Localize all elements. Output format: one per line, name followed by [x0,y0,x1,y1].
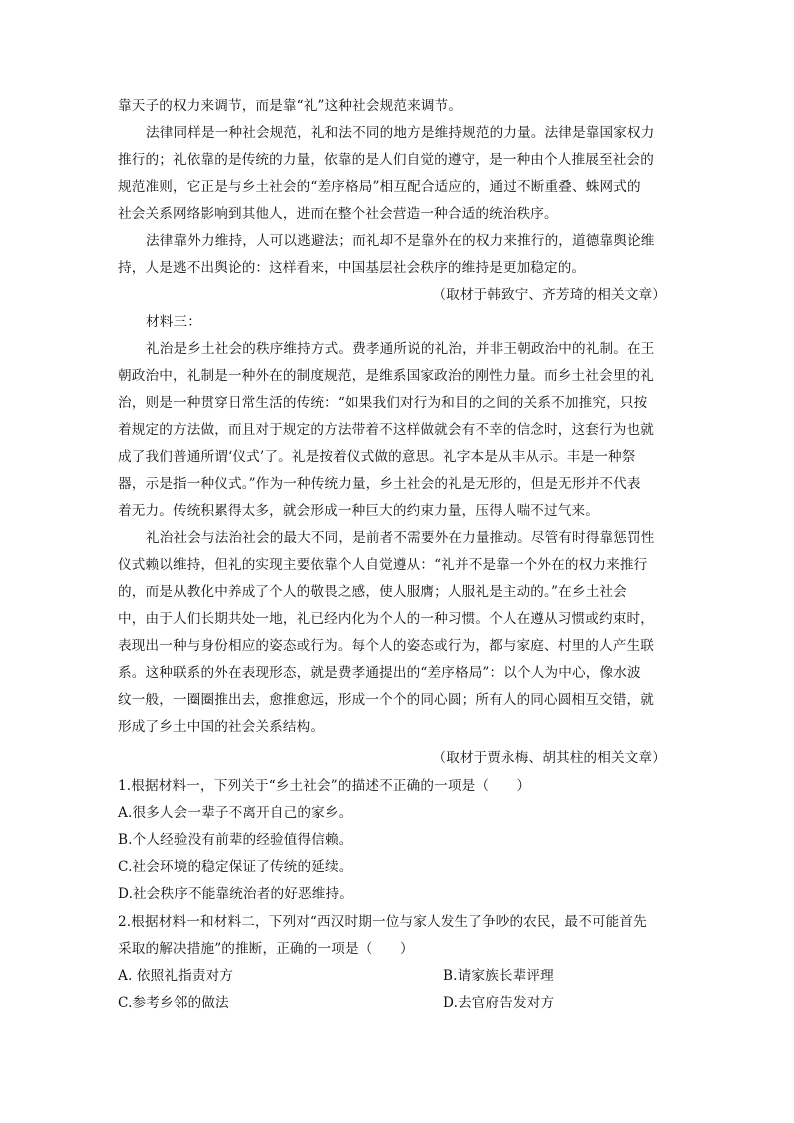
text-line: 仪式赖以维持，但礼的实现主要依靠个人自觉遵从：“礼并不是靠一个外在的权力来推行 [118,557,648,573]
question-2-stem: 采取的解决措施”的推断，正确的一项是（ ） [118,941,414,957]
text-line: 社会关系网络影响到其他人，进而在整个社会营造一种合适的统治秩序。 [118,206,558,222]
question-1-stem: 1.根据材料一，下列关于“乡土社会”的描述不正确的一项是（ ） [118,778,531,794]
text-line: 治，则是一种贯穿日常生活的传统：“如果我们对行为和目的之间的关系不加推究，只按 [118,395,648,411]
text-line: 着无力。传统积累得太多，就会形成一种巨大的约束力量，压得人喘不过气来。 [118,503,600,519]
question-1-option-a: A.很多人会一辈子不离开自己的家乡。 [118,805,353,821]
text-line: 形成了乡土中国的社会关系结构。 [118,719,325,735]
text-line: 礼治社会与法治社会的最大不同，是前者不需要外在力量推动。尽管有时得靠惩罚性 [146,530,655,546]
text-line: 的，而是从教化中养成了个人的敬畏之感，使人服膺；人服礼是主动的。”在乡土社会 [118,584,627,600]
text-line: 靠天子的权力来调节，而是靠“礼”这种社会规范来调节。 [118,98,463,114]
question-2-option-a: A. 依照礼指责对方 [118,968,234,984]
question-2-option-d: D.去官府告发对方 [443,995,555,1011]
question-2-stem: 2.根据材料一和材料二，下列对“西汉时期一位与家人发生了争吵的农民，最不可能首先 [118,914,647,930]
source-citation: （取材于韩致宁、齐芳琦的相关文章） [432,287,666,303]
text-line: 表现出一种与身份相应的姿态或行为。每个人的姿态或行为，都与家庭、村里的人产生联 [118,638,655,654]
text-line: 朝政治中，礼制是一种外在的制度规范，是维系国家政治的刚性力量。而乡土社会里的礼 [118,368,655,384]
text-line: 规范准则，它正是与乡土社会的“差序格局”相互配合适应的，通过不断重叠、蛛网式的 [118,179,641,195]
text-line: 成了我们普通所谓‘仪式’了。礼是按着仪式做的意思。礼字本是从丰从示。丰是一种祭 [118,449,636,465]
text-line: 器，示是指一种仪式。”作为一种传统力量，乡土社会的礼是无形的，但是无形并不代表 [118,476,641,492]
question-2-option-c: C.参考乡邻的做法 [118,995,229,1011]
text-line: 持，人是逃不出舆论的：这样看来，中国基层社会秩序的维持是更加稳定的。 [118,260,586,276]
question-1-option-c: C.社会环境的稳定保证了传统的延续。 [118,859,353,875]
question-1-option-b: B.个人经验没有前辈的经验值得信赖。 [118,832,353,848]
text-line: 推行的；礼依靠的是传统的力量，依靠的是人们自觉的遵守，是一种由个人推展至社会的 [118,152,655,168]
question-2-option-b: B.请家族长辈评理 [443,968,554,984]
text-line: 法律同样是一种社会规范，礼和法不同的地方是维持规范的力量。法律是靠国家权力 [146,125,655,141]
text-line: 纹一般，一圈圈推出去，愈推愈远，形成一个个的同心圆；所有人的同心圆相互交错，就 [118,692,655,708]
text-line: 着规定的方法做，而且对于规定的方法带着不这样做就会有不幸的信念时，这套行为也就 [118,422,655,438]
text-line: 系。这种联系的外在表现形态，就是费孝通提出的“差序格局”：以个人为中心，像水波 [118,665,641,681]
source-citation: （取材于贾永梅、胡其柱的相关文章） [432,750,666,766]
section-heading: 材料三： [146,314,201,330]
text-line: 礼治是乡土社会的秩序维持方式。费孝通所说的礼治，并非王朝政治中的礼制。在王 [146,341,655,357]
text-line: 法律靠外力维持，人可以逃避法；而礼却不是靠外在的权力来推行的，道德靠舆论维 [146,233,655,249]
question-1-option-d: D.社会秩序不能靠统治者的好恶维持。 [118,886,353,902]
text-line: 中，由于人们长期共处一地，礼已经内化为个人的一种习惯。个人在遵从习惯或约束时， [118,611,655,627]
